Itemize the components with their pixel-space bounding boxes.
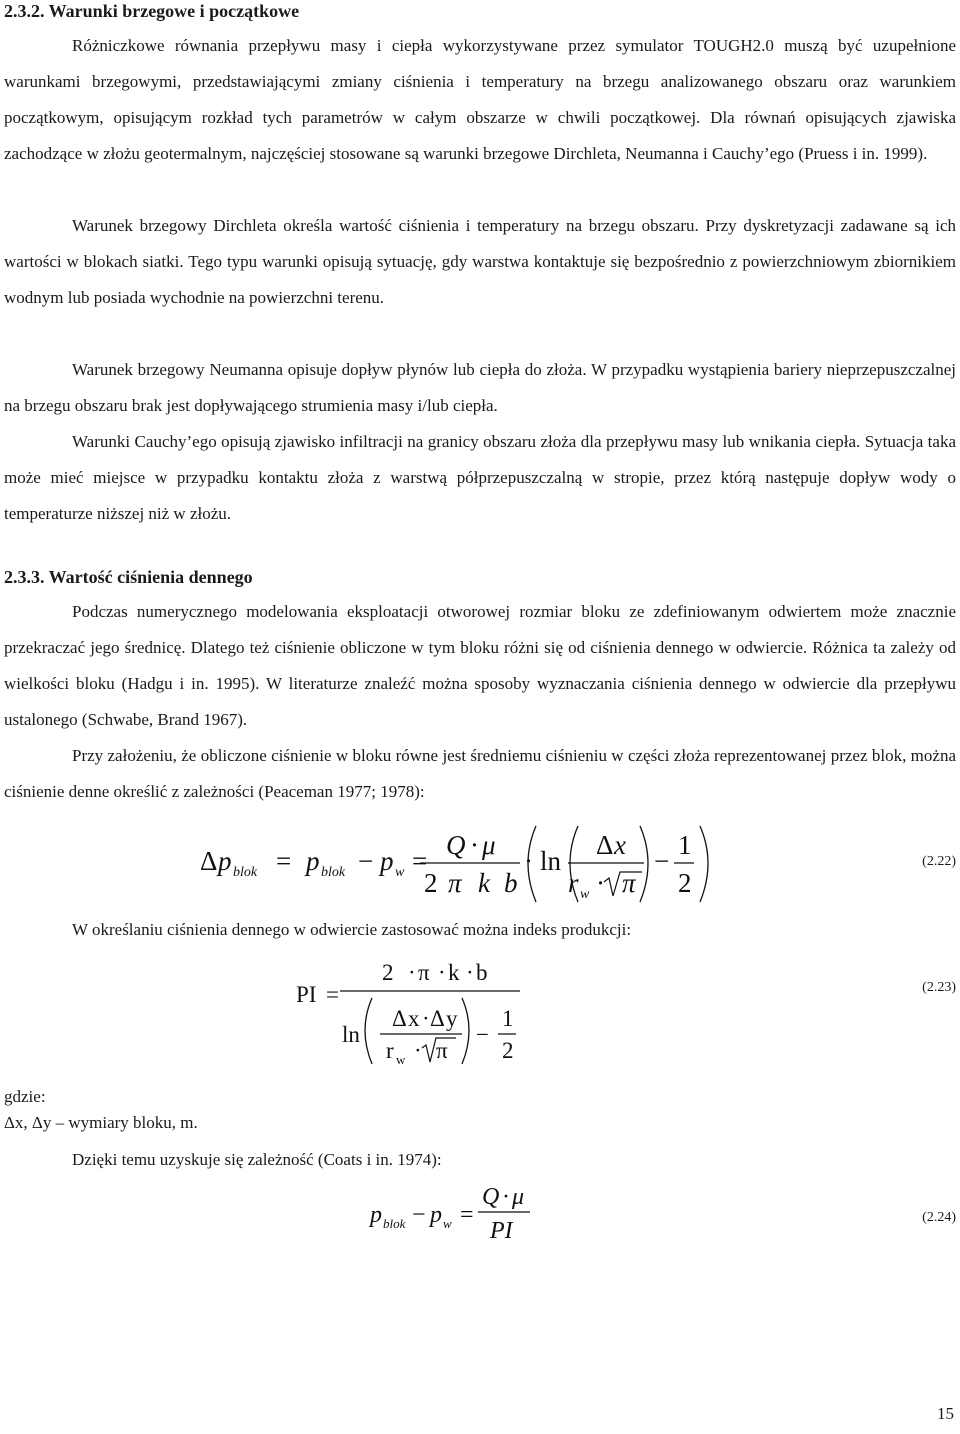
- eq-var: π: [448, 868, 462, 898]
- eq-operator: ·: [502, 1184, 510, 1210]
- eq-var: x: [614, 830, 626, 860]
- eq-delta: Δ: [596, 830, 614, 860]
- eq-var: p: [380, 846, 394, 876]
- section-heading-2-3-2: 2.3.2. Warunki brzegowe i początkowe: [4, 1, 300, 21]
- paragraph: Dzięki temu uzyskuje się zależność (Coats i in. 1974):: [72, 1150, 442, 1169]
- section-heading-2-3-3: 2.3.3. Wartość ciśnienia dennego: [4, 567, 253, 587]
- equation-number: (2.22): [922, 854, 956, 869]
- eq-subscript: w: [580, 887, 590, 902]
- eq-var: k: [478, 868, 490, 898]
- eq-number: 1: [678, 830, 692, 860]
- paragraph: W określaniu ciśnienia dennego w odwiercie zastosować można indeks produkcji:: [72, 920, 632, 939]
- eq-operator: =: [326, 982, 339, 1007]
- paren-left: [365, 998, 372, 1064]
- eq-subscript: blok: [383, 1216, 406, 1231]
- eq-var: x: [408, 1006, 420, 1031]
- eq-operator: ·: [414, 1038, 422, 1063]
- eq-operator: ·: [466, 960, 474, 985]
- paragraph: Warunek brzegowy Dirchleta określa wartość ciśnienia i temperatury na brzegu obszaru. Przy dyskretyzacji zadawane są ich wartości w blokach siatki. Tego typu warunki opisują sytuację, gdy warstwa kontaktuje się bezpośrednio z powierzchniowym zbiornikiem wodnym lub posiada wychodnie na powierzchni terenu.: [4, 216, 956, 307]
- eq-function: ln: [540, 846, 562, 876]
- eq-number: 2: [678, 868, 692, 898]
- eq-operator: ·: [422, 1006, 430, 1031]
- eq-var: π: [622, 868, 636, 898]
- gdzie-label: gdzie:: [4, 1087, 46, 1106]
- eq-subscript: blok: [321, 865, 346, 880]
- paragraph: Różniczkowe równania przepływu masy i ciepła wykorzystywane przez symulator TOUGH2.0 muszą być uzupełnione warunkami brzegowymi, przedstawiającymi zmiany ciśnienia i temperatury na brzegu analizowanego obszaru oraz warunkiem początkowym, opisującym rozkład tych parametrów w całym obszarze w chwili początkowej. Dla równań opisujących zjawiska zachodzące w złożu geotermalnym, najczęściej stosowane są warunki brzegowe Dirchleta, Neumanna i Cauchy’ego (Pruess i in. 1999).: [4, 36, 956, 163]
- eq-operator: −: [358, 846, 374, 876]
- eq-subscript: w: [395, 865, 405, 880]
- eq-operator: −: [476, 1022, 489, 1047]
- eq-var: Q: [446, 830, 466, 860]
- paren-right: [700, 826, 708, 902]
- eq-var: μ: [482, 830, 496, 860]
- equation-2-24-graphic: [0, 1184, 960, 1244]
- eq-operator: ·: [596, 868, 605, 898]
- equation-2-22-graphic: [0, 818, 960, 908]
- eq-var: Q: [482, 1184, 500, 1210]
- eq-operator: ·: [470, 830, 479, 860]
- eq-operator: =: [276, 846, 292, 876]
- eq-number: 2: [382, 960, 394, 985]
- eq-var: π: [418, 960, 430, 985]
- eq-var: r: [386, 1038, 394, 1063]
- eq-number: 2: [502, 1038, 514, 1063]
- paren-right: [462, 998, 469, 1064]
- equation-2-23-graphic: [0, 958, 960, 1070]
- eq-delta: Δ: [392, 1006, 407, 1031]
- eq-operator: −: [654, 846, 670, 876]
- equation-number: (2.23): [922, 980, 956, 995]
- eq-var: p: [306, 846, 320, 876]
- eq-var: PI: [490, 1218, 513, 1244]
- eq-var: r: [568, 868, 579, 898]
- eq-var: p: [218, 846, 232, 876]
- variable-legend: Δx, Δy – wymiary bloku, m.: [4, 1113, 198, 1132]
- eq-operator: ·: [524, 846, 533, 876]
- eq-var: PI: [296, 982, 317, 1007]
- eq-subscript: w: [443, 1216, 452, 1231]
- eq-var: p: [370, 1202, 382, 1228]
- eq-var: k: [448, 960, 460, 985]
- eq-operator: =: [460, 1202, 474, 1228]
- eq-operator: −: [412, 1202, 426, 1228]
- eq-number: 1: [502, 1006, 514, 1031]
- eq-var: b: [476, 960, 488, 985]
- eq-subscript: blok: [233, 865, 258, 880]
- eq-number: 2: [424, 868, 438, 898]
- paragraph: Warunek brzegowy Neumanna opisuje dopływ płynów lub ciepła do złoża. W przypadku wystąpienia bariery nieprzepuszczalnej na brzegu obszaru brak jest dopływającego strumienia masy i/lub ciepła.: [4, 360, 956, 415]
- page-number: 15: [937, 1404, 954, 1423]
- eq-var: p: [430, 1202, 442, 1228]
- equation-2-23: [0, 958, 960, 1070]
- paren-right: [640, 826, 648, 902]
- eq-operator: ·: [438, 960, 446, 985]
- paragraph: Przy założeniu, że obliczone ciśnienie w bloku równe jest średniemu ciśnieniu w części złoża reprezentowanej przez blok, można ciśnienie denne określić z zależności (Peaceman 1977; 1978):: [4, 746, 956, 801]
- eq-var: μ: [512, 1184, 525, 1210]
- eq-operator: =: [412, 846, 428, 876]
- eq-function: ln: [342, 1022, 360, 1047]
- eq-operator: ·: [408, 960, 416, 985]
- equation-number: (2.24): [922, 1210, 956, 1225]
- paragraph: Podczas numerycznego modelowania eksploatacji otworowej rozmiar bloku ze zdefiniowanym odwiertem może znacznie przekraczać jego średnicę. Dlatego też ciśnienie obliczone w tym bloku różni się od ciśnienia dennego w odwiercie. Różnica ta zależy od wielkości bloku (Hadgu i in. 1995). W literaturze znaleźć można sposoby wyznaczania ciśnienia dennego w odwiercie dla przepływu ustalonego (Schwabe, Brand 1967).: [4, 602, 956, 729]
- eq-var: π: [436, 1038, 448, 1063]
- equation-2-24: [0, 1184, 960, 1244]
- eq-subscript: w: [396, 1052, 406, 1067]
- equation-2-22: [0, 818, 960, 908]
- eq-delta: Δ: [430, 1006, 445, 1031]
- eq-var: b: [504, 868, 518, 898]
- eq-delta: Δ: [200, 846, 218, 876]
- eq-var: y: [446, 1006, 458, 1031]
- paragraph: Warunki Cauchy’ego opisują zjawisko infiltracji na granicy obszaru złoża dla przepływu masy lub wnikania ciepła. Sytuacja taka może mieć miejsce w przypadku kontaktu złoża z warstwą półprzepuszczalną w stropie, przez którą następuje dopływ wody o temperaturze niższej niż w złożu.: [4, 432, 956, 523]
